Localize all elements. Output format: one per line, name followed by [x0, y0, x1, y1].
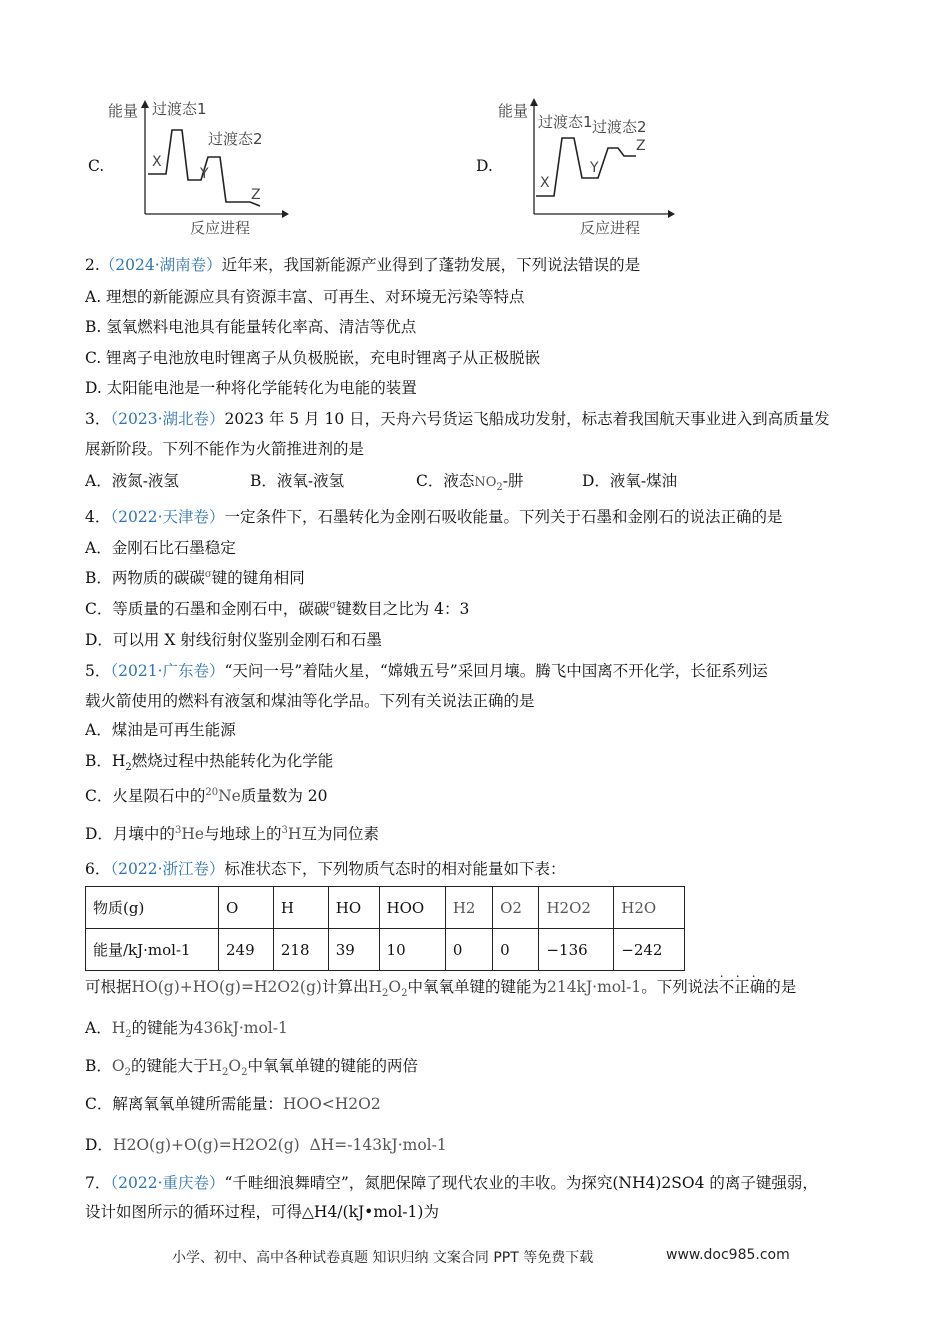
q6-option-b: B．$O_2$的键能大于$H_2O_2$中氧氧单键的键能的两倍 [85, 1057, 419, 1079]
ts1-label: 过渡态1 [152, 100, 207, 118]
emphasis-text: . . . 不正确 [718, 966, 766, 996]
x-label: 反应进程 [580, 219, 641, 237]
q6-option-d: D．H2O(g)+O(g)=H2O2(g) ΔH=-143kJ·mol-1 [85, 1136, 447, 1154]
q5-option-c: C．火星陨石中的$^{20}$Ne质量数为 20 [85, 786, 328, 805]
option-d-label: D. [476, 157, 493, 175]
source-tag: （2024·湖南卷） [99, 256, 222, 274]
question-4-stem: 4．（2022·天津卷）一定条件下，石墨转化为金刚石吸收能量。下列关于石墨和金刚石的说法正确的是 [85, 508, 783, 526]
source-tag: （2022·重庆卷） [110, 1174, 225, 1192]
question-6-stem: 6．（2022·浙江卷）标准状态下，下列物质气态时的相对能量如下表： [85, 860, 566, 878]
z-state: Z [636, 138, 646, 154]
y-label: 能量 [498, 102, 529, 120]
q5-option-a: A．煤油是可再生能源 [85, 721, 236, 739]
table-row: 能量/kJ·mol-1 249 218 39 10 0 0 −136 −242 [86, 929, 685, 971]
source-tag: （2022·天津卷） [110, 508, 225, 526]
question-5-stem: 5．（2021·广东卷）“天问一号”着陆火星，“嫦娥五号”采回月壤。腾飞中国离不开化学，长征系列运 [85, 662, 768, 680]
question-6-line2: 可根据HO(g)+HO(g)=H2O2(g)计算出$H_2O_2$中氧氧单键的键能为214kJ·mol-1。下列说法 . . . 不正确的是 [85, 966, 797, 1000]
q5-option-b: B．$H_2$燃烧过程中热能转化为化学能 [85, 752, 334, 774]
source-tag: （2023·湖北卷） [110, 410, 225, 428]
q2-option-c: C. 锂离子电池放电时锂离子从负极脱嵌，充电时锂离子从正极脱嵌 [85, 349, 541, 367]
x-axis-arrow [668, 210, 675, 218]
x-label: 反应进程 [190, 219, 251, 237]
q2-option-d: D. 太阳能电池是一种将化学能转化为电能的装置 [85, 379, 417, 397]
q4-option-a: A．金刚石比石墨稳定 [85, 539, 236, 557]
question-3-stem: 3．（2023·湖北卷）2023 年 5 月 10 日，天舟六号货运飞船成功发射，标志着我国航天事业进入到高质量发 [85, 410, 830, 428]
table-header-row: 物质(g) O H HO HOO H2 O2 H2O2 H2O [86, 887, 685, 929]
x-state: X [152, 154, 162, 170]
energy-curve-d [536, 138, 636, 196]
question-5-stem-cont: 载火箭使用的燃料有液氢和煤油等化学品。下列有关说法正确的是 [85, 692, 535, 710]
source-tag: （2022·浙江卷） [110, 860, 225, 878]
q3-option-d: D．液氧-煤油 [582, 472, 678, 490]
q6-option-a: A．$H_2$的键能为436kJ·mol-1 [85, 1019, 288, 1041]
q3-option-c: C．液态$NO_2-$肼 [416, 472, 524, 494]
q3-option-b: B．液氧-液氢 [250, 472, 345, 490]
question-7-stem-cont: 设计如图所示的循环过程，可得△H4/(kJ•mol-1)为 [85, 1203, 439, 1221]
y-state: Y [200, 166, 209, 182]
energy-diagram-d [490, 92, 690, 237]
ts2-label: 过渡态2 [592, 118, 647, 136]
q2-option-b: B. 氢氧燃料电池具有能量转化率高、清洁等优点 [85, 318, 417, 336]
footer-text: 小学、初中、高中各种试卷真题 知识归纳 文案合同 PPT 等免费下载 [172, 1250, 594, 1266]
z-state: Z [251, 187, 261, 203]
source-tag: （2021·广东卷） [110, 662, 225, 680]
question-2-stem: 2.（2024·湖南卷）近年来，我国新能源产业得到了蓬勃发展，下列说法错误的是 [85, 256, 641, 274]
y-state: Y [590, 160, 599, 176]
q6-option-c: C．解离氧氧单键所需能量：HOO<H2O2 [85, 1095, 381, 1113]
q4-option-c: C．等质量的石墨和金刚石中，碳碳$^\sigma$键数目之比为 4：3 [85, 599, 470, 618]
y-label: 能量 [108, 102, 139, 120]
question-7-stem: 7．（2022·重庆卷）“千畦细浪舞晴空”，氮肥保障了现代农业的丰收。为探究(NH4)2SO4 的离子键强弱， [85, 1174, 818, 1192]
energy-table [85, 886, 685, 971]
q4-option-b: B．两物质的碳碳$^\sigma$键的键角相同 [85, 568, 305, 587]
y-axis-arrow [530, 98, 538, 106]
question-3-stem-cont: 展新阶段。下列不能作为火箭推进剂的是 [85, 440, 365, 458]
x-axis-arrow [282, 210, 289, 218]
option-c-label: C. [88, 157, 105, 175]
footer-url[interactable]: www.doc985.com [666, 1247, 790, 1263]
ts1-label: 过渡态1 [538, 113, 593, 131]
y-axis-arrow [141, 100, 149, 108]
energy-diagram-c [100, 92, 300, 237]
ts2-label: 过渡态2 [208, 130, 263, 148]
q2-option-a: A. 理想的新能源应具有资源丰富、可再生、对环境无污染等特点 [85, 288, 525, 306]
q4-option-d: D．可以用 X 射线衍射仪鉴别金刚石和石墨 [85, 631, 382, 649]
q3-option-a: A．液氮-液氢 [85, 472, 179, 490]
q5-option-d: D．月壤中的$^3$He与地球上的$^3$H互为同位素 [85, 824, 379, 843]
x-state: X [540, 175, 550, 191]
